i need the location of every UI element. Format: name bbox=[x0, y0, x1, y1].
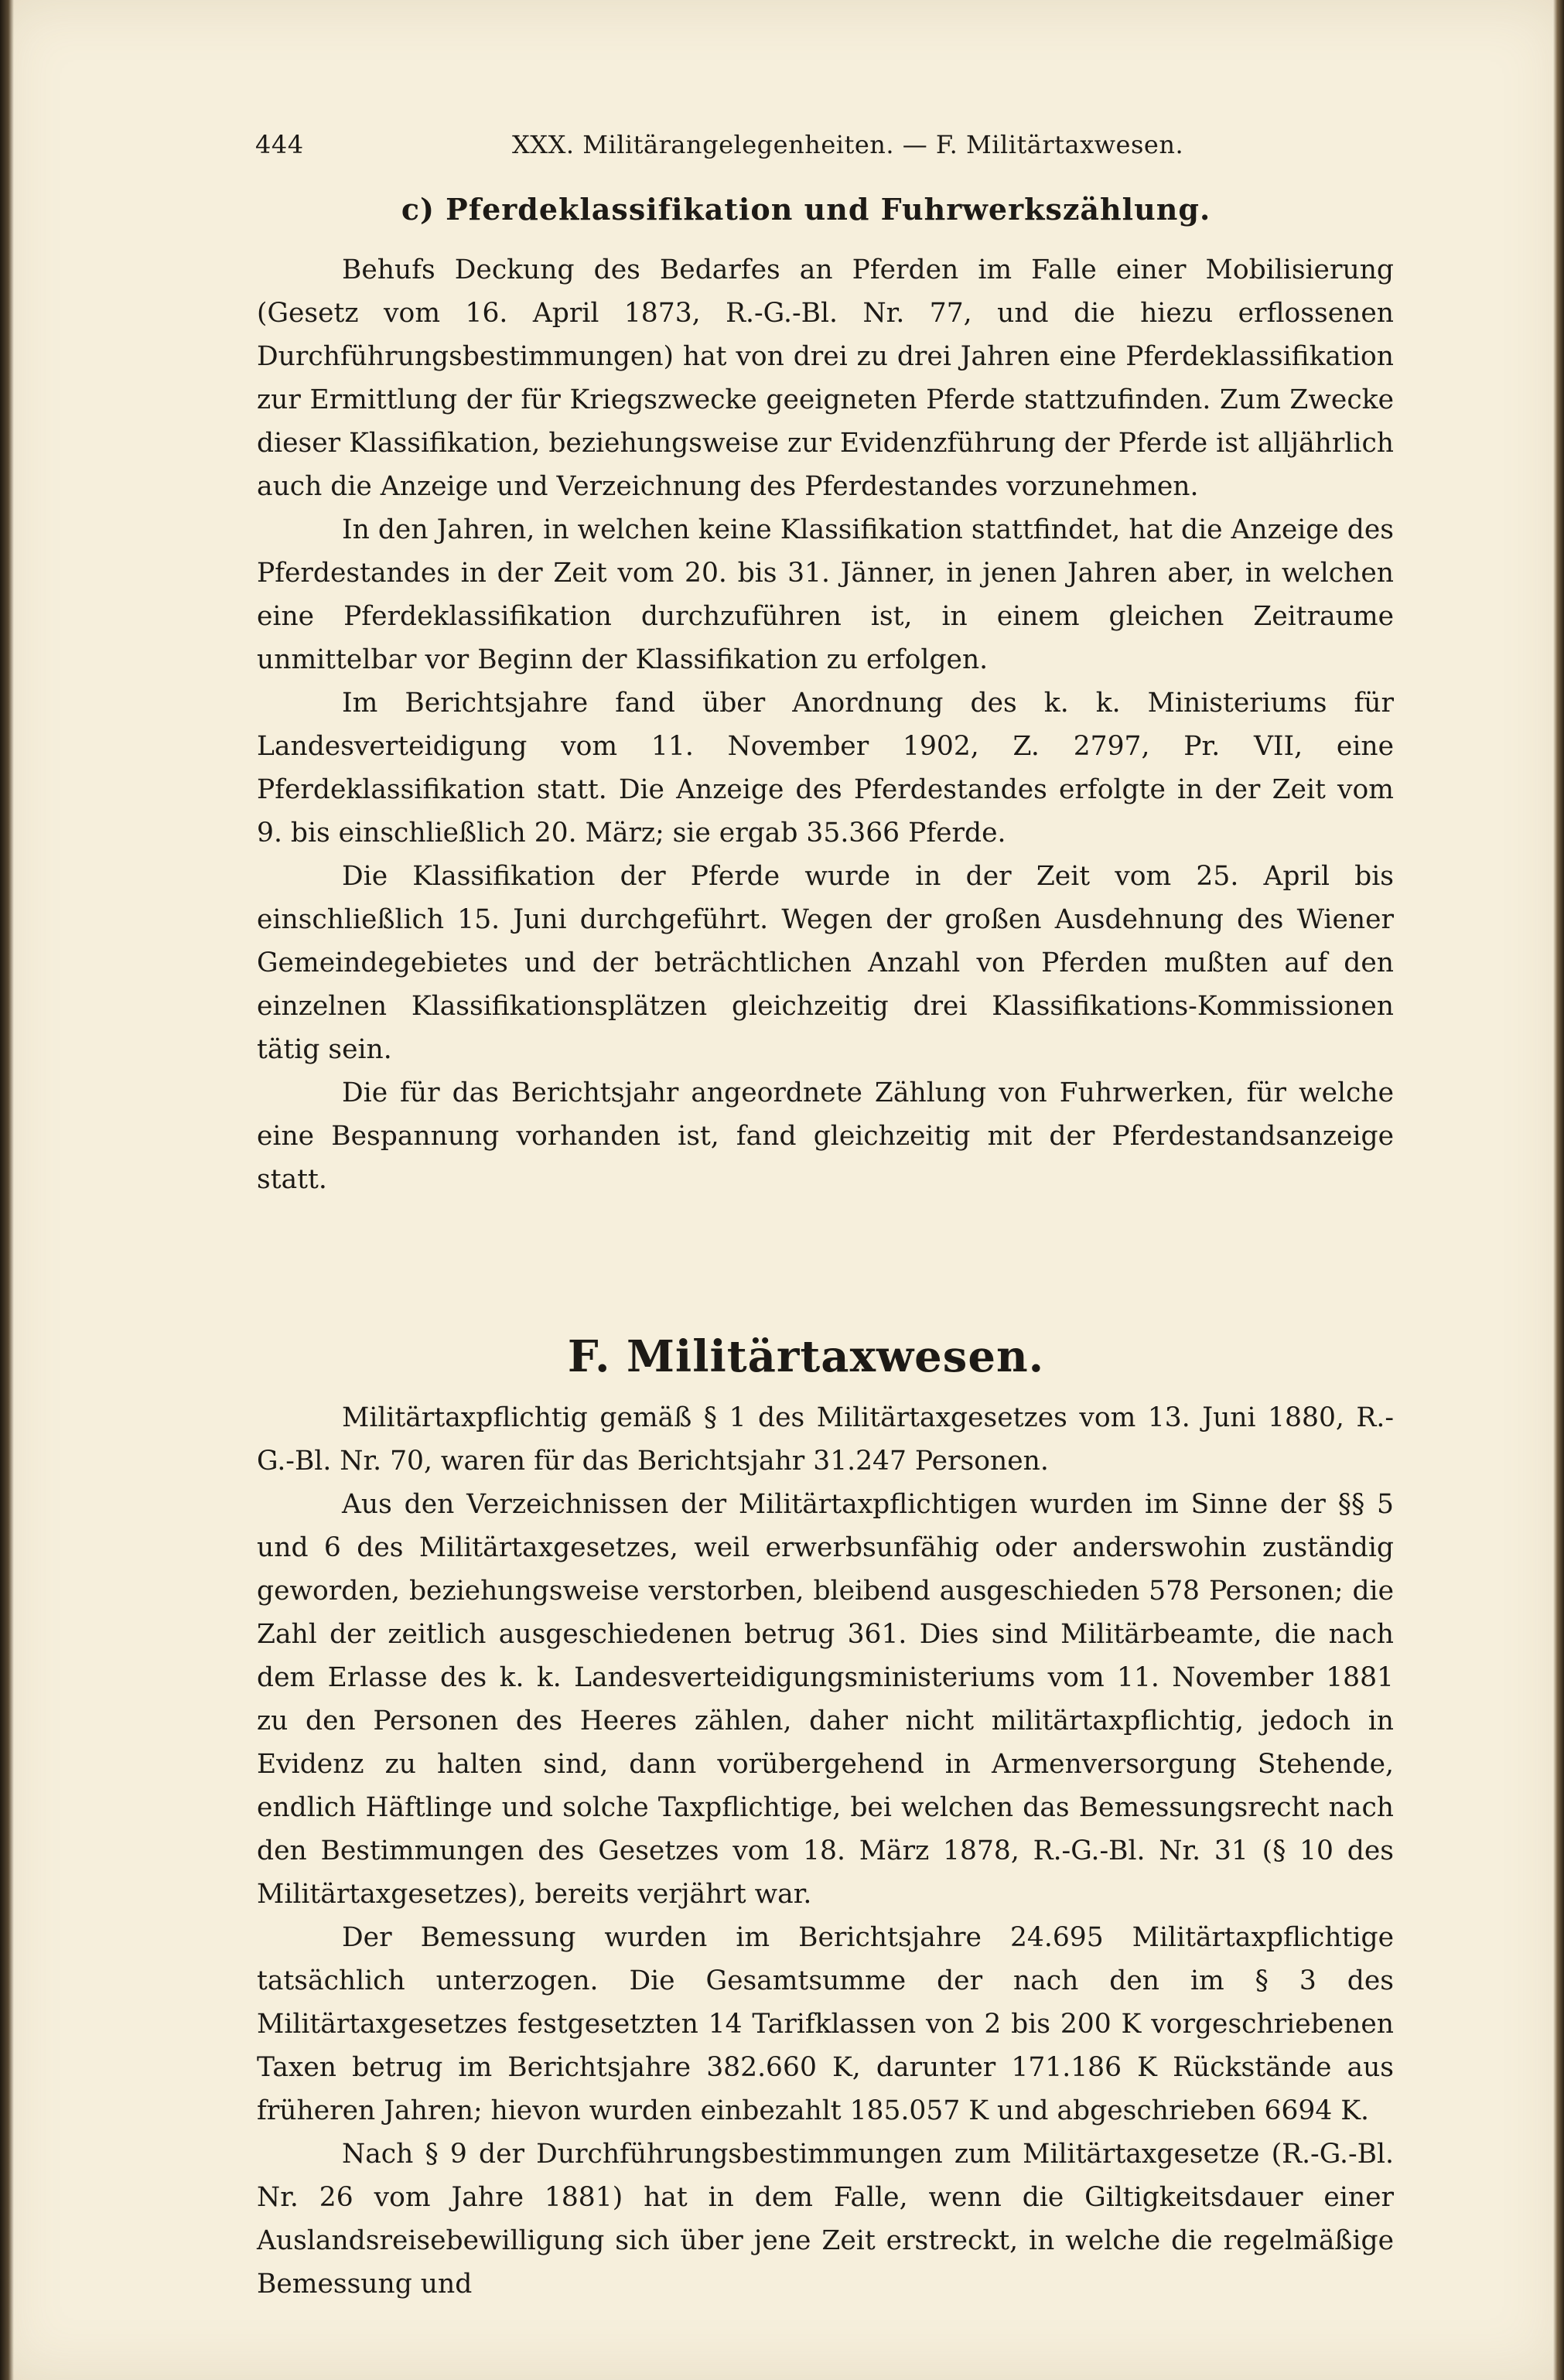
section-c-title: c) Pferdeklassifikation und Fuhrwerkszählung. bbox=[401, 192, 1211, 227]
section-f-title: F. Militärtaxwesen. bbox=[567, 1331, 1045, 1382]
page-content bbox=[218, 116, 1394, 2306]
section-f-paragraph-4: Nach § 9 der Durchführungsbestimmungen zum Militärtaxgesetze (R.-G.-Bl. Nr. 26 vom Jahre 1881) hat in dem Falle, wenn die Giltigkeitsdauer einer Auslandsreisebewilligung sich über jene Zeit erstreckt, in welche die regelmäßige Bemessung und bbox=[257, 2139, 1394, 2300]
section-f-paragraph-1: Militärtaxpflichtig gemäß § 1 des Militärtaxgesetzes vom 13. Juni 1880, R.-G.-Bl. Nr. 70, waren für das Berichtsjahr 31.247 Personen. bbox=[257, 1402, 1394, 1477]
section-f-paragraph-3: Der Bemessung wurden im Berichtsjahre 24.695 Militärtaxpflichtige tatsächlich unterzogen. Die Gesamtsumme der nach den im § 3 des Militärtaxgesetzes festgesetzten 14 Tarifklassen von 2 bis 200 K vorgeschriebenen Taxen betrug im Berichtsjahre 382.660 K, darunter 171.186 K Rückstände aus früheren Jahren; hievon wurden einbezahlt 185.057 K und abgeschrieben 6694 K. bbox=[257, 1922, 1394, 2126]
section-c-paragraph-4: Die Klassifikation der Pferde wurde in der Zeit vom 25. April bis einschließlich 15. Juni durchgeführt. Wegen der großen Ausdehnung des Wiener Gemeindegebietes und der beträchtlichen Anzahl von Pferden mußten auf den einzelnen Klassifikationsplätzen gleichzeitig drei Klassifikations-Kommissionen tätig sein. bbox=[257, 861, 1394, 1065]
section-c-paragraph-1: Behufs Deckung des Bedarfes an Pferden im Falle einer Mobilisierung (Gesetz vom 16. April 1873, R.-G.-Bl. Nr. 77, und die hiezu erflossenen Durchführungsbestimmungen) hat von drei zu drei Jahren eine Pferdeklassifikation zur Ermittlung der für Kriegszwecke geeigneten Pferde stattzufinden. Zum Zwecke dieser Klassifikation, beziehungsweise zur Evidenzführung der Pferde ist alljährlich auch die Anzeige und Verzeichnung des Pferdestandes vorzunehmen. bbox=[257, 254, 1394, 502]
running-head: XXX. Militärangelegenheiten. — F. Militärtaxwesen. bbox=[512, 130, 1184, 159]
section-f-paragraph-2: Aus den Verzeichnissen der Militärtaxpflichtigen wurden im Sinne der §§ 5 und 6 des Militärtaxgesetzes, weil erwerbsunfähig oder anderswohin zuständig geworden, beziehungsweise verstorben, bleibend ausgeschieden 578 Personen; die Zahl der zeitlich ausgeschiedenen betrug 361. Dies sind Militärbeamte, die nach dem Erlasse des k. k. Landesverteidigungsministeriums vom 11. November 1881 zu den Personen des Heeres zählen, daher nicht militärtaxpflichtig, jedoch in Evidenz zu halten sind, dann vorübergehend in Armenversorgung Stehende, endlich Häftlinge und solche Taxpflichtige, bei welchen das Bemessungsrecht nach den Bestimmungen des Gesetzes vom 18. März 1878, R.-G.-Bl. Nr. 31 (§ 10 des Militärtaxgesetzes), bereits verjährt war. bbox=[257, 1489, 1394, 1910]
right-page-edge bbox=[1553, 0, 1564, 2380]
section-c-paragraph-2: In den Jahren, in welchen keine Klassifikation stattfindet, hat die Anzeige des Pferdestandes in der Zeit vom 20. bis 31. Jänner, in jenen Jahren aber, in welchen eine Pferdeklassifikation durchzuführen ist, in einem gleichen Zeitraume unmittelbar vor Beginn der Klassifikation zu erfolgen. bbox=[257, 514, 1394, 675]
left-page-edge bbox=[0, 0, 14, 2380]
section-c-paragraph-3: Im Berichtsjahre fand über Anordnung des k. k. Ministeriums für Landesverteidigung vom 11. November 1902, Z. 2797, Pr. VII, eine Pferdeklassifikation statt. Die Anzeige des Pferdestandes erfolgte in der Zeit vom 9. bis einschließlich 20. März; sie ergab 35.366 Pferde. bbox=[257, 688, 1394, 849]
page-number: 444 bbox=[255, 130, 304, 159]
page-header bbox=[218, 116, 1394, 162]
section-c-paragraph-5: Die für das Berichtsjahr angeordnete Zählung von Fuhrwerken, für welche eine Bespannung vorhanden ist, fand gleichzeitig mit der Pferdestandsanzeige statt. bbox=[257, 1077, 1394, 1195]
